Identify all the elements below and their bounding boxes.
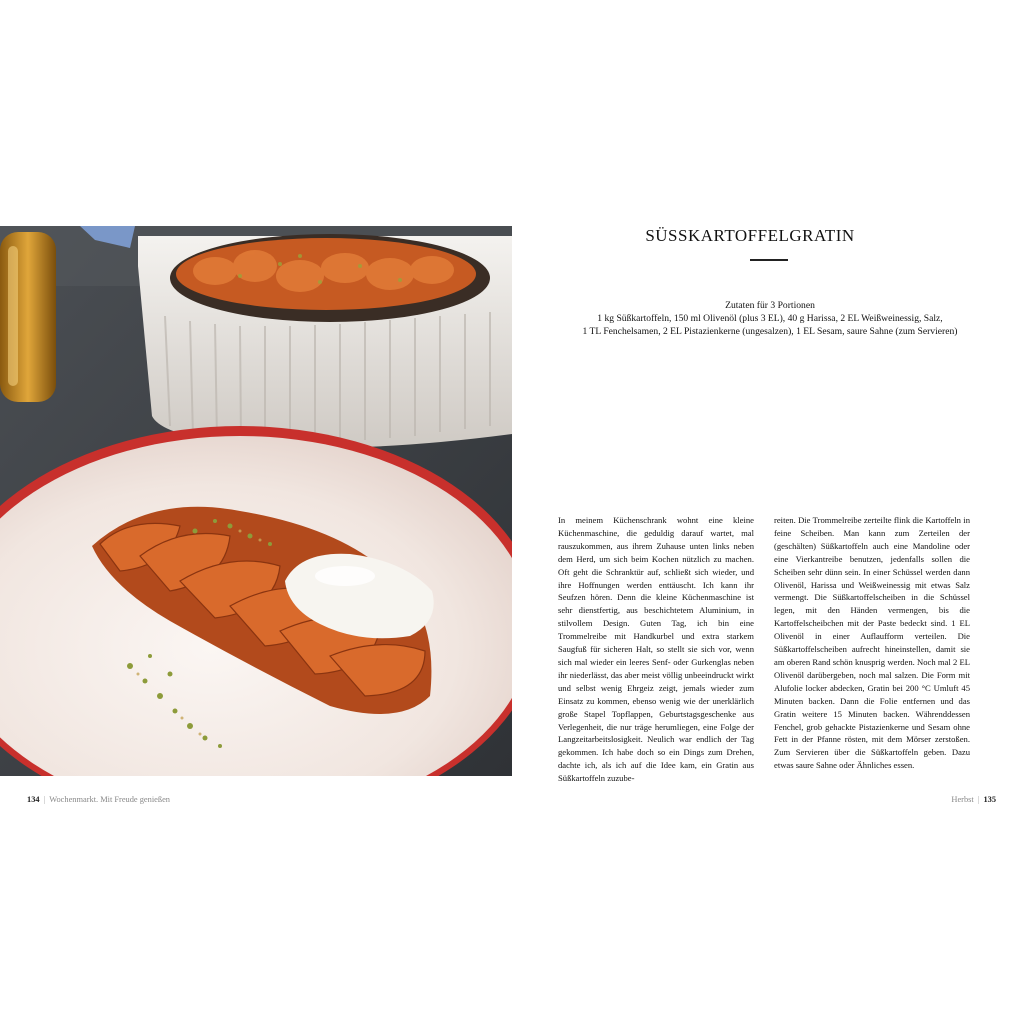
footer-left [27, 795, 170, 804]
body-text-column-left [558, 514, 754, 785]
running-title: Wochenmarkt. Mit Freude genießen [49, 795, 170, 804]
recipe-title: SÜSSKARTOFFELGRATIN [645, 226, 855, 245]
ingredients-block [560, 299, 980, 338]
ingredients-heading: Zutaten für 3 Portionen [725, 300, 815, 311]
footer-separator: | [977, 795, 980, 804]
body-paragraph-left: In meinem Küchenschrank wohnt eine kleine Küchenmaschine, die geduldig darauf wartet, mal rauszukommen, aus ihrem Zuhause unten links neben dem Herd, um sich beim Kochen nützlich zu machen. Oft geht die Schranktür auf, schließt sich wieder, und ihre Hoffnungen werden enttäuscht. Ich kann ihr Seufzen hören. Denn die kleine Küchenmaschine ist sehr dienstfertig, aus beschichtetem Aluminium, in stilvollem Design. Guten Tag, ich bin eine Trommelreibe mit Handkurbel und extra starkem Saugfuß für sicheren Halt, so stellt sie sich vor, wenn sich mal wieder ein leeres Senf- oder Gurkenglas neben ihr niederlässt, das aber meist völlig unbeeindruckt wirkt und selbst wenig Ehrgeiz zeigt, jemals wieder zum Einsatz zu kommen, ebenso wenig wie der unerklärlich große Stapel Topflappen, Geburtstagsgeschenke aus Verlegenheit, die nur träge herumliegen, eine Folge der Langzeitarbeitslosigkeit. Neulich war endlich der Tag gekommen. Ich habe doch so ein Dings zum Drehen, dachte ich, als ich auf die Idee kam, ein Gratin aus Süßkartoffeln zuzube- [558, 515, 754, 784]
sweet-potato-gratin-photo-icon [0, 226, 512, 776]
food-photo [0, 226, 512, 776]
footer-separator: | [43, 795, 46, 804]
ingredients-line-1: 1 kg Süßkartoffeln, 150 ml Olivenöl (plus 3 EL), 40 g Harissa, 2 EL Weißweinessig, Salz, [597, 313, 943, 324]
footer-right [951, 795, 996, 804]
page-number-left: 134 [27, 795, 40, 804]
title-divider [750, 259, 788, 261]
page-number-right: 135 [983, 795, 996, 804]
section-name: Herbst [951, 795, 974, 804]
body-paragraph-right: reiten. Die Trommelreibe zerteilte flink die Kartoffeln in feine Scheiben. Man kann zum Zerteilen der (geschälten) Süßkartoffeln auch eine Mandoline oder eine Vierkantreibe benutzen, jedenfalls sollen die Scheiben sehr dünn sein. In einer Schüssel werden dann Olivenöl, Harissa und Weißweinessig mit etwas Salz vermengt. Die Süßkartoffelscheiben in die Schüssel legen, mit den Händen vermengen, bis die Kartoffelscheibchen mit der Paste bedeckt sind. 1 EL Olivenöl in einer Auflaufform verteilen. Die Süßkartoffelscheiben aufrecht hineinstellen, damit sie am oberen Rand schön knusprig werden. Noch mal 2 EL Olivenöl darübergeben, noch mal salzen. Die Form mit Alufolie locker abdecken, Gratin bei 200 °C Umluft 45 Minuten backen. Dann die Folie entfernen und das Gratin weitere 15 Minuten backen. Währenddessen Fenchel, grob gehackte Pistazienkerne und Sesam ohne Fett in der Pfanne rösten, mit dem Mörser zerstoßen. Zum Servieren über die Süßkartoffeln geben. Dazu etwas saure Sahne oder Ähnliches essen. [774, 515, 970, 771]
body-text-column-right [774, 514, 970, 772]
ingredients-line-2: 1 TL Fenchelsamen, 2 EL Pistazienkerne (ungesalzen), 1 EL Sesam, saure Sahne (zum Servieren) [582, 326, 958, 337]
